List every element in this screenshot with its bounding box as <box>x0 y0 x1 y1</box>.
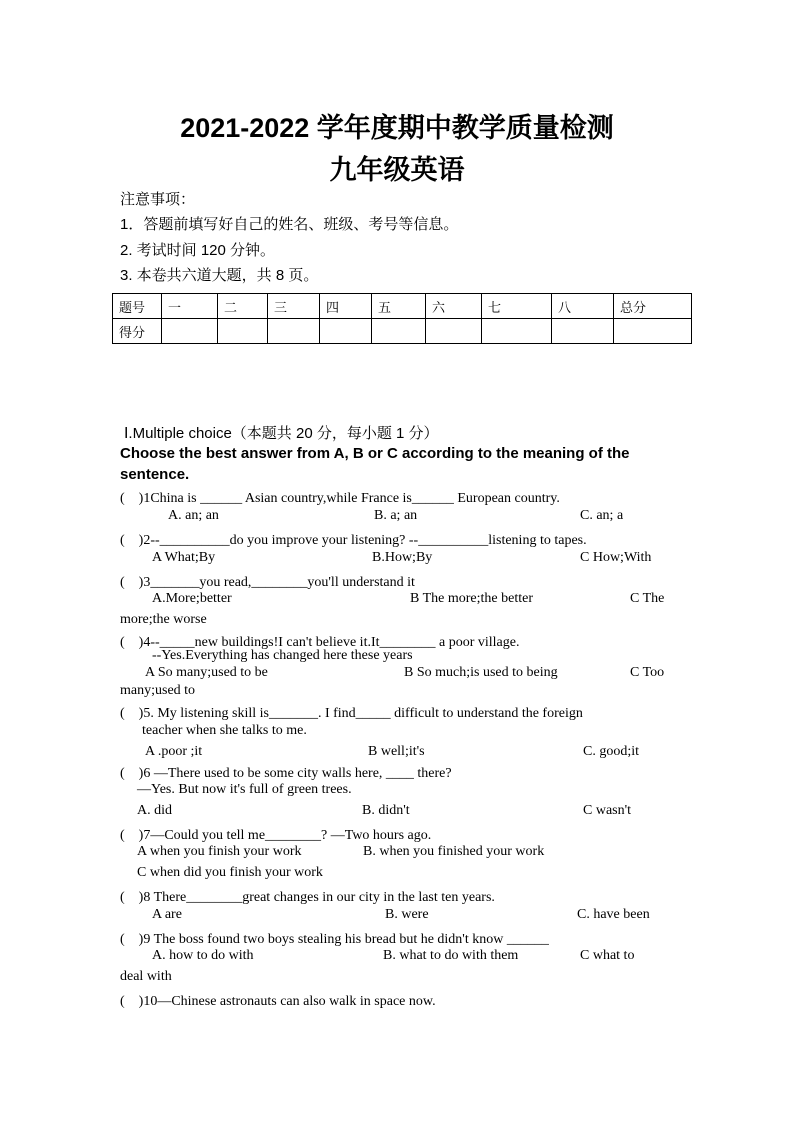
option-a[interactable]: A when you finish your work <box>137 844 302 859</box>
question-5-line2: teacher when she talks to me. <box>142 723 307 738</box>
note-item: 3. 本卷共六道大题，共 8 页。 <box>120 267 319 284</box>
option-c[interactable]: C wasn't <box>583 803 632 818</box>
table-cell: 四 <box>320 294 372 319</box>
option-b[interactable]: B. a; an <box>374 508 418 523</box>
section-heading: Ⅰ.Multiple choice（本题共 20 分，每小题 1 分） <box>124 425 439 442</box>
option-c[interactable]: C when did you finish your work <box>137 865 323 880</box>
option-c-cont: more;the worse <box>120 612 207 627</box>
option-c[interactable]: C. an; a <box>580 508 624 523</box>
score-input-cell[interactable] <box>372 319 426 344</box>
question-2: ( )2--__________do you improve your listening? --__________listening to tapes. <box>120 533 587 548</box>
option-b[interactable]: B The more;the better <box>410 591 533 606</box>
note-item: 1．答题前填写好自己的姓名、班级、考号等信息。 <box>120 216 459 233</box>
table-cell: 三 <box>268 294 320 319</box>
option-b[interactable]: B well;it's <box>368 744 425 759</box>
question-10: ( )10—Chinese astronauts can also walk in space now. <box>120 994 436 1009</box>
option-a[interactable]: A are <box>152 907 182 922</box>
option-b[interactable]: B.How;By <box>372 550 433 565</box>
option-b[interactable]: B. when you finished your work <box>363 844 545 859</box>
question-7: ( )7—Could you tell me________? —Two hours ago. <box>120 828 432 843</box>
option-c[interactable]: C. have been <box>577 907 650 922</box>
score-input-cell[interactable] <box>614 319 692 344</box>
page-subtitle: 九年级英语 <box>329 155 465 186</box>
option-b[interactable]: B. didn't <box>362 803 410 818</box>
table-cell: 二 <box>218 294 268 319</box>
table-cell: 总分 <box>614 294 692 319</box>
section-instruction: sentence. <box>120 466 190 483</box>
option-c[interactable]: C The <box>630 591 665 606</box>
option-b[interactable]: B. were <box>385 907 429 922</box>
table-cell: 一 <box>162 294 218 319</box>
option-c-cont: deal with <box>120 969 172 984</box>
question-6: ( )6 —There used to be some city walls here, ____ there? <box>120 766 452 781</box>
option-a[interactable]: A.More;better <box>152 591 232 606</box>
question-9: ( )9 The boss found two boys stealing his bread but he didn't know ______ <box>120 932 549 947</box>
table-row <box>113 294 692 319</box>
option-a[interactable]: A. how to do with <box>152 948 254 963</box>
option-a[interactable]: A. did <box>137 803 172 818</box>
notes-heading: 注意事项： <box>120 191 196 208</box>
question-4: ( )4--_____new buildings!I can't believe it.It________ a poor village. <box>120 635 520 650</box>
question-4-line2: --Yes.Everything has changed here these years <box>152 648 413 663</box>
option-c[interactable]: C How;With <box>580 550 652 565</box>
score-table <box>112 293 692 344</box>
table-cell: 五 <box>372 294 426 319</box>
score-input-cell[interactable] <box>552 319 614 344</box>
score-input-cell[interactable] <box>162 319 218 344</box>
score-input-cell[interactable] <box>268 319 320 344</box>
question-5: ( )5. My listening skill is_______. I find_____ difficult to understand the foreign <box>120 706 583 721</box>
table-row <box>113 319 692 344</box>
question-6-line2: —Yes. But now it's full of green trees. <box>137 782 352 797</box>
table-cell: 得分 <box>113 319 162 344</box>
table-cell: 题号 <box>113 294 162 319</box>
option-c-cont: many;used to <box>120 683 196 698</box>
option-b[interactable]: B. what to do with them <box>383 948 519 963</box>
table-cell: 八 <box>552 294 614 319</box>
section-instruction: Choose the best answer from A, B or C according to the meaning of the <box>120 445 630 462</box>
option-c[interactable]: C what to <box>580 948 635 963</box>
option-a[interactable]: A .poor ;it <box>145 744 203 759</box>
score-input-cell[interactable] <box>426 319 482 344</box>
question-3: ( )3_______you read,________you'll understand it <box>120 575 415 590</box>
question-8: ( )8 There________great changes in our city in the last ten years. <box>120 890 495 905</box>
option-a[interactable]: A So many;used to be <box>145 665 268 680</box>
score-input-cell[interactable] <box>218 319 268 344</box>
score-input-cell[interactable] <box>320 319 372 344</box>
question-1: ( )1China is ______ Asian country,while France is______ European country. <box>120 491 560 506</box>
table-cell: 六 <box>426 294 482 319</box>
note-item: 2. 考试时间 120 分钟。 <box>120 242 276 259</box>
score-input-cell[interactable] <box>482 319 552 344</box>
page-title: 2021-2022 学年度期中教学质量检测 <box>180 113 614 143</box>
option-a[interactable]: A. an; an <box>168 508 219 523</box>
option-c[interactable]: C Too <box>630 665 665 680</box>
table-cell: 七 <box>482 294 552 319</box>
option-a[interactable]: A What;By <box>152 550 216 565</box>
option-b[interactable]: B So much;is used to being <box>404 665 558 680</box>
option-c[interactable]: C. good;it <box>583 744 640 759</box>
